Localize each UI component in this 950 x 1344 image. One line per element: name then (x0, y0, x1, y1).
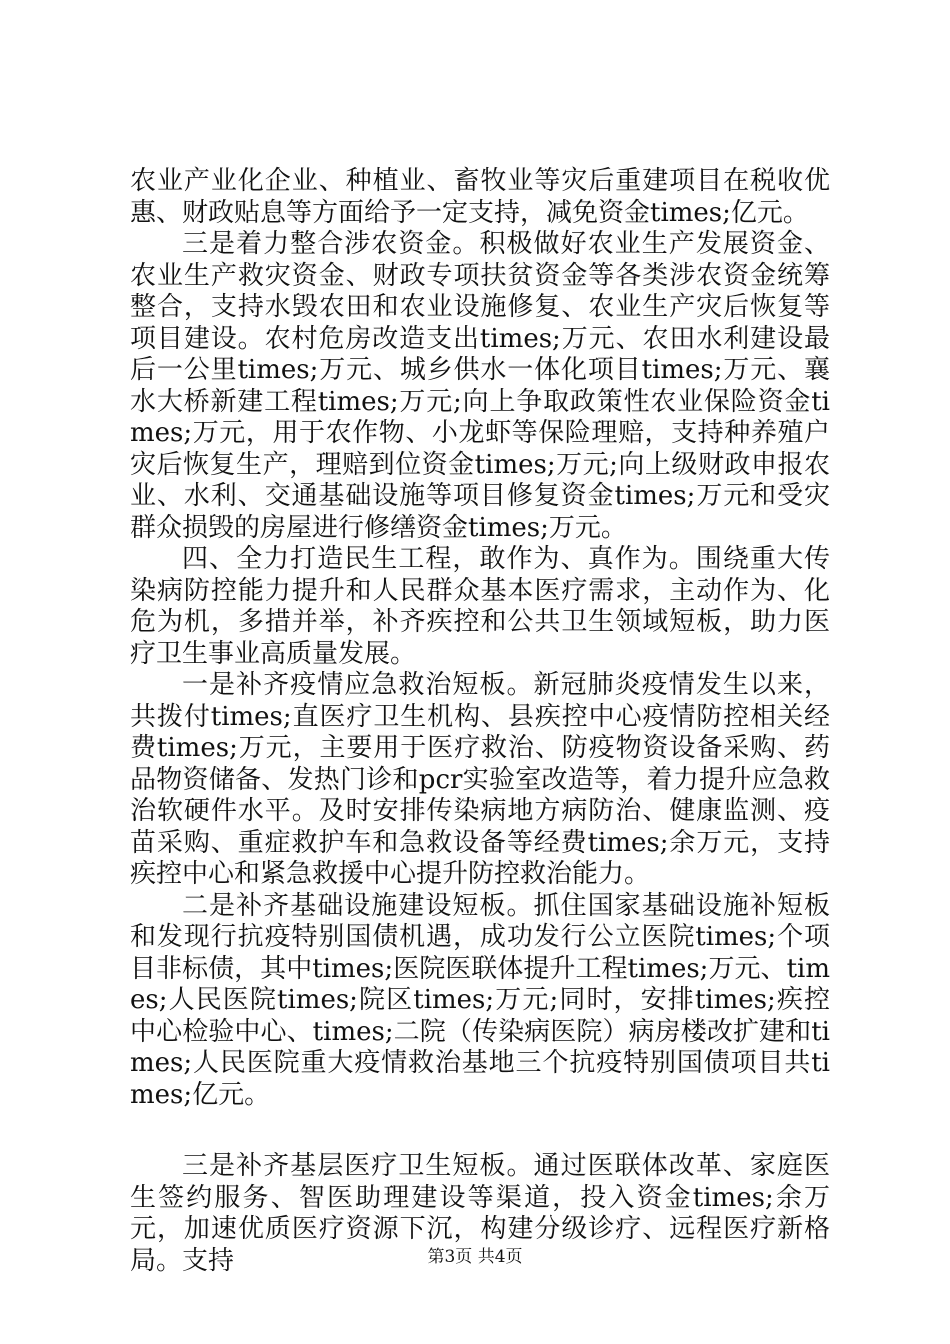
paragraph-3: 四、全力打造民生工程，敢作为、真作为。围绕重大传染病防控能力提升和人民群众基本医疗需求，主动作为、化危为机，多措并举，补齐疾控和公共卫生领域短板，助力医疗卫生事业高质量发展。 (130, 544, 830, 669)
paragraph-6: 三是补齐基层医疗卫生短板。通过医联体改革、家庭医生签约服务、智医助理建设等渠道，投入资金times;余万元，加速优质医疗资源下沉，构建分级诊疗、远程医疗新格局。支持 (130, 1151, 830, 1276)
paragraph-2: 三是着力整合涉农资金。积极做好农业生产发展资金、农业生产救灾资金、财政专项扶贫资金等各类涉农资金统筹整合，支持水毁农田和农业设施修复、农业生产灾后恢复等项目建设。农村危房改造支出times;万元、农田水利建设最后一公里times;万元、城乡供水一体化项目times;万元、襄水大桥新建工程times;万元;向上争取政策性农业保险资金times;万元，用于农作物、小龙虾等保险理赔，支持种养殖户灾后恢复生产，理赔到位资金times;万元;向上级财政申报农业、水利、交通基础设施等项目修复资金times;万元和受灾群众损毁的房屋进行修缮资金times;万元。 (130, 229, 830, 543)
paragraph-gap (130, 1111, 830, 1151)
paragraph-4: 一是补齐疫情应急救治短板。新冠肺炎疫情发生以来，共拨付times;直医疗卫生机构、县疾控中心疫情防控相关经费times;万元，主要用于医疗救治、防疫物资设备采购、药品物资储备、发热门诊和pcr实验室改造等，着力提升应急救治软硬件水平。及时安排传染病地方病防治、健康监测、疫苗采购、重症救护车和急救设备等经费times;余万元，支持疾控中心和紧急救援中心提升防控救治能力。 (130, 670, 830, 889)
document-body (130, 166, 830, 1277)
paragraph-1: 农业产业化企业、种植业、畜牧业等灾后重建项目在税收优惠、财政贴息等方面给予一定支持，减免资金times;亿元。 (130, 166, 830, 228)
paragraph-5: 二是补齐基础设施建设短板。抓住国家基础设施补短板和发现行抗疫特别国债机遇，成功发行公立医院times;个项目非标债，其中times;医院医联体提升工程times;万元、times;人民医院times;院区times;万元;同时，安排times;疾控中心检验中心、times;二院（传染病医院）病房楼改扩建和times;人民医院重大疫情救治基地三个抗疫特别国债项目共times;亿元。 (130, 890, 830, 1110)
page-number-footer: 第3页 共4页 (427, 1247, 523, 1267)
